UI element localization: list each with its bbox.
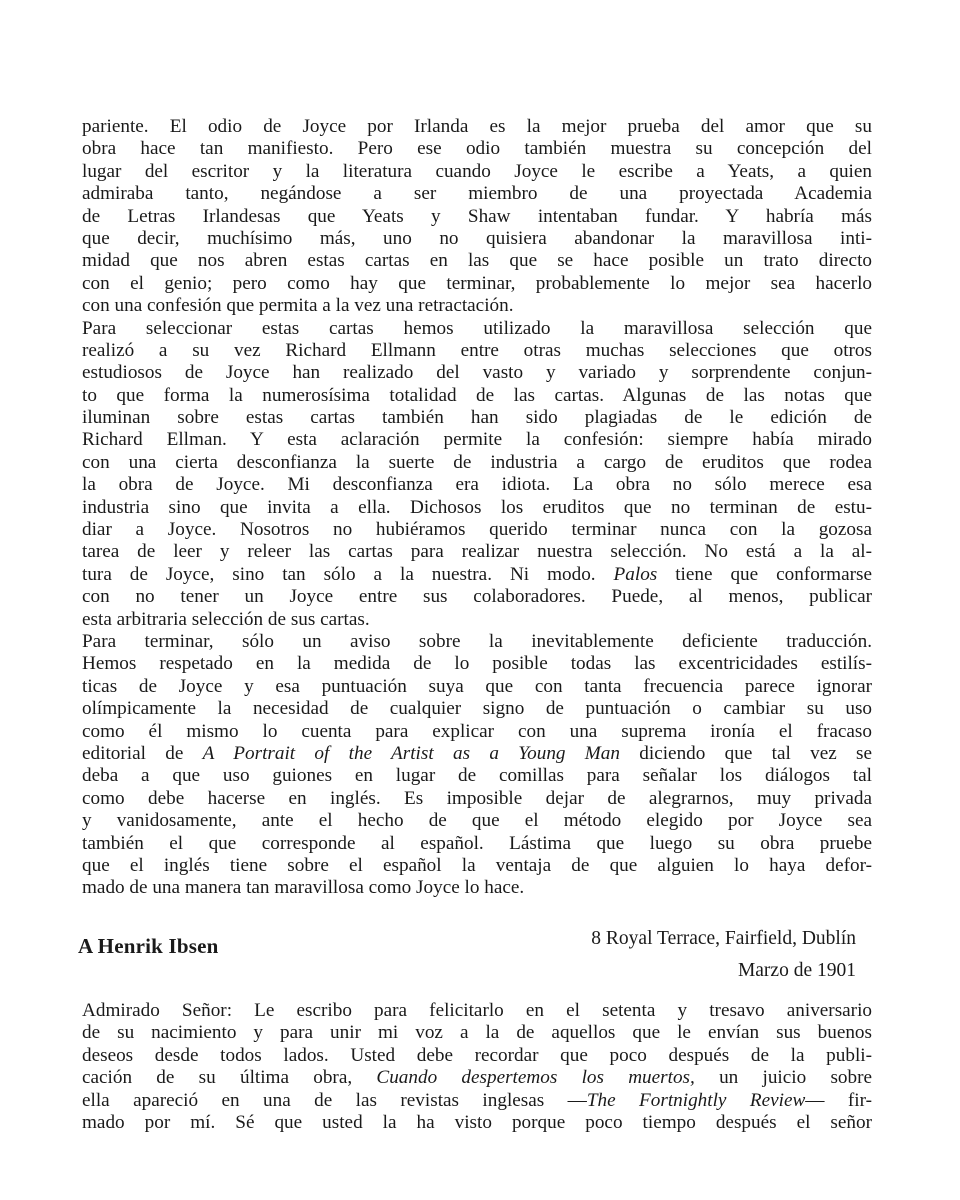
text-line: como debe hacerse en inglés. Es imposible dejar de alegrarnos, muy privada [82,787,872,809]
text-line: con el genio; pero como hay que terminar, probablemente lo mejor sea hacerlo [82,272,872,294]
text-line: con una cierta desconfianza la suerte de industria a cargo de eruditos que rodea [82,451,872,473]
text-segment: cación de su última obra, [82,1067,353,1089]
text-line-mixed [82,1090,872,1112]
text-line: de su nacimiento y para unir mi voz a la de aquellos que le envían sus buenos [82,1022,872,1044]
text-line: mado de una manera tan maravillosa como Joyce lo hace. [82,877,525,899]
text-segment: tura de Joyce, sino tan sólo a la nuestra. Ni modo. [82,563,596,585]
italic-title: Cuando despertemos los muertos, [376,1067,695,1089]
text-line: obra hace tan manifiesto. Pero ese odio también muestra su concepción del [82,138,872,160]
text-line: de Letras Irlandesas que Yeats y Shaw intentaban fundar. Y habría más [82,205,872,227]
text-segment: diciendo que tal vez se [639,742,873,764]
text-line: diar a Joyce. Nosotros no hubiéramos querido terminar nunca con la gozosa [82,519,872,541]
text-line: realizó a su vez Richard Ellmann entre otras muchas selecciones que otros [82,339,872,361]
text-line: deba a que uso guiones en lugar de comillas para señalar los diálogos tal [82,765,872,787]
text-segment: tiene que conformarse [675,563,872,585]
text-line: también el que corresponde al español. Lástima que luego su obra pruebe [82,832,872,854]
italic-title: The Fortnightly Review [586,1089,806,1111]
letter-heading: A Henrik Ibsen [78,934,219,958]
text-line: to que forma la numerosísima totalidad de las cartas. Algunas de las notas que [82,384,872,406]
text-line: que decir, muchísimo más, uno no quisiera abandonar la maravillosa inti- [82,227,872,249]
text-segment: editorial de [82,742,184,764]
text-line: tarea de leer y releer las cartas para realizar nuestra selección. No está a la al- [82,541,872,563]
text-line: admiraba tanto, negándose a ser miembro de una proyectada Academia [82,183,872,205]
text-line: y vanidosamente, ante el hecho de que el método elegido por Joyce sea [82,810,872,832]
text-line: estudiosos de Joyce han realizado del vasto y variado y sorprendente conjun- [82,362,872,384]
text-line: Admirado Señor: Le escribo para felicitarlo en el setenta y tresavo aniversario [82,1000,872,1021]
text-line-mixed [82,743,872,765]
text-line: con no tener un Joyce entre sus colaboradores. Puede, al menos, publicar [82,586,872,608]
text-line: esta arbitraria selección de sus cartas. [82,608,370,630]
text-line: mado por mí. Sé que usted la ha visto porque poco tiempo después el señor [82,1111,872,1133]
text-line: Para terminar, sólo un aviso sobre la inevitablemente deficiente traducción. [82,630,872,652]
italic-title: Palos [613,563,658,585]
letter-address: 8 Royal Terrace, Fairfield, Dublín [591,928,856,949]
text-line: Richard Ellman. Y esta aclaración permite la confesión: siempre había mirado [82,429,872,451]
text-line-mixed [82,1067,872,1089]
text-line: ticas de Joyce y esa puntuación suya que con tanta frecuencia parece ignorar [82,675,872,697]
letter-body [82,1000,872,1134]
text-line: pariente. El odio de Joyce por Irlanda es la mejor prueba del amor que su [82,116,872,137]
text-line: olímpicamente la necesidad de cualquier signo de puntuación o cambiar su uso [82,698,872,720]
text-line: industria sino que invita a ella. Dichosos los eruditos que no terminan de estu- [82,496,872,518]
text-line: lugar del escritor y la literatura cuando Joyce le escribe a Yeats, a quien [82,160,872,182]
text-line: Hemos respetado en la medida de lo posible todas las excentricidades estilís- [82,653,872,675]
text-line: Para seleccionar estas cartas hemos utilizado la maravillosa selección que [82,317,872,339]
italic-title: A Portrait of the Artist as a Young Man [202,742,620,764]
text-line: la obra de Joyce. Mi desconfianza era idiota. La obra no sólo merece esa [82,474,872,496]
text-line: midad que nos abren estas cartas en las que se hace posible un trato directo [82,250,872,272]
text-line: que el inglés tiene sobre el español la ventaja de que alguien lo haya defor- [82,854,872,876]
text-segment: — fir- [805,1089,872,1111]
text-line: con una confesión que permita a la vez una retractación. [82,295,514,317]
letter-date: Marzo de 1901 [737,960,856,981]
text-line: como él mismo lo cuenta para explicar con una suprema ironía el fracaso [82,720,872,742]
text-segment: ella apareció en una de las revistas inglesas — [82,1089,587,1111]
text-line: iluminan sobre estas cartas también han sido plagiadas de le edición de [82,407,872,429]
text-line-mixed [82,564,872,586]
text-segment: un juicio sobre [719,1067,873,1089]
intro-text [82,116,872,900]
text-line: deseos desde todos lados. Usted debe recordar que poco después de la publi- [82,1044,872,1066]
